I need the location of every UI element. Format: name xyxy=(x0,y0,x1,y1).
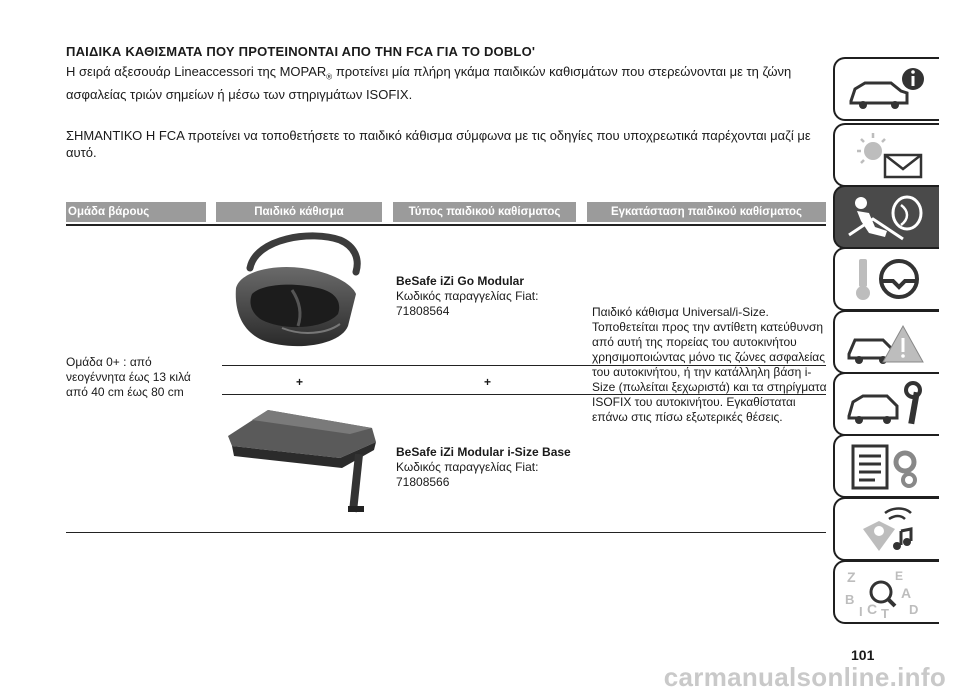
side-tab-safety[interactable] xyxy=(833,185,939,249)
key-steering-wheel-icon xyxy=(843,253,933,307)
weight-group-cell: Ομάδα 0+ : από νεογέννητα έως 13 κιλά από 40 cm έως 80 cm xyxy=(66,355,191,399)
installation-cell: Παιδικό κάθισμα Universal/i-Size. Τοποθετείται προς την αντίθετη κατεύθυνση από αυτή της πορείας του αυτοκινήτου χρησιμοποιώντας μόνο τις ζώνες ασφαλείας του αυτοκινήτου, ή την κατάλληλη βάση i-Size (πωλείται ξεχωριστά) και τα στηρίγματα ISOFIX του αυτοκινήτου. Εγκαθίσταται επάνω στις πίσω εξωτερικές θέσεις. xyxy=(592,305,827,424)
airbag-safety-icon xyxy=(843,191,933,245)
svg-text:Z: Z xyxy=(847,569,856,585)
svg-text:A: A xyxy=(901,585,912,601)
svg-text:D: D xyxy=(909,602,919,617)
side-tab-emergency[interactable] xyxy=(833,310,939,374)
page-number: 101 xyxy=(851,647,875,663)
specifications-gear-icon xyxy=(843,440,933,494)
table-bottom-rule xyxy=(66,532,826,533)
side-tab-index[interactable] xyxy=(833,560,939,624)
registered-mark: ® xyxy=(326,72,333,82)
multimedia-icon xyxy=(843,503,933,557)
svg-text:B: B xyxy=(845,592,855,607)
seat2-name: BeSafe iZi Modular i-Size Base xyxy=(396,445,571,459)
table-header xyxy=(66,202,826,222)
page-title: ΠΑΙΔΙΚΑ ΚΑΘΙΣΜΑΤΑ ΠΟΥ ΠΡΟΤΕΙΝΟΝΤΑΙ ΑΠΟ ΤΗΝ FCA ΓΙΑ ΤΟ DOBLO' xyxy=(66,44,536,59)
alphabetical-index-icon xyxy=(843,566,933,620)
side-tab-starting-driving[interactable] xyxy=(833,247,939,311)
header-rule xyxy=(66,224,826,226)
side-tab-maintenance[interactable] xyxy=(833,372,939,436)
seat1-code-label: Κωδικός παραγγελίας Fiat: xyxy=(396,289,539,303)
isofix-base-image xyxy=(222,398,382,516)
seat1-name: BeSafe iZi Go Modular xyxy=(396,274,525,288)
side-tab-car-info[interactable] xyxy=(833,57,939,121)
header-installation: Εγκατάσταση παιδικού καθίσματος xyxy=(587,202,826,222)
warning-lights-message-icon xyxy=(843,129,933,183)
header-weight-group: Ομάδα βάρους xyxy=(66,202,206,222)
intro-text-b: προτείνει μία πλήρη γκάμα παιδικών καθισμάτων που στερεώνονται με τη ζώνη ασφαλείας τριών σημείων ή μέσω των στηριγμάτων ISOFIX. xyxy=(66,64,792,102)
header-seat-type: Τύπος παιδικού καθίσματος xyxy=(393,202,576,222)
compatible-plus-1: + xyxy=(296,375,304,389)
svg-text:E: E xyxy=(895,569,904,583)
header-child-seat: Παιδικό κάθισμα xyxy=(216,202,382,222)
infant-carrier-image xyxy=(222,228,372,358)
seat1-code: 71808564 xyxy=(396,304,450,318)
intro-text-a: Η σειρά αξεσουάρ Lineaccessori της MOPAR xyxy=(66,64,327,79)
intro-paragraph xyxy=(66,63,826,103)
car-info-icon xyxy=(843,63,933,117)
svg-text:I: I xyxy=(859,604,863,619)
car-maintenance-wrench-icon xyxy=(843,378,933,432)
seat2-code: 71808566 xyxy=(396,475,450,489)
svg-text:T: T xyxy=(881,606,889,620)
compatible-plus-2: + xyxy=(484,375,492,389)
seat1-details xyxy=(396,274,581,319)
side-tab-warning-lights[interactable] xyxy=(833,123,939,187)
watermark-text: carmanualsonline.info xyxy=(663,662,946,692)
notice-paragraph: ΣΗΜΑΝΤΙΚΟ Η FCA προτείνει να τοποθετήσετε το παιδικό κάθισμα σύμφωνα με τις οδηγίες που υποχρεωτικά παρέχονται μαζί με αυτό. xyxy=(66,128,811,160)
svg-text:C: C xyxy=(867,601,878,617)
side-tab-specifications[interactable] xyxy=(833,434,939,498)
seat2-code-label: Κωδικός παραγγελίας Fiat: xyxy=(396,460,539,474)
seat2-details xyxy=(396,445,581,490)
side-tab-multimedia[interactable] xyxy=(833,497,939,561)
roadside-emergency-icon xyxy=(843,316,933,370)
